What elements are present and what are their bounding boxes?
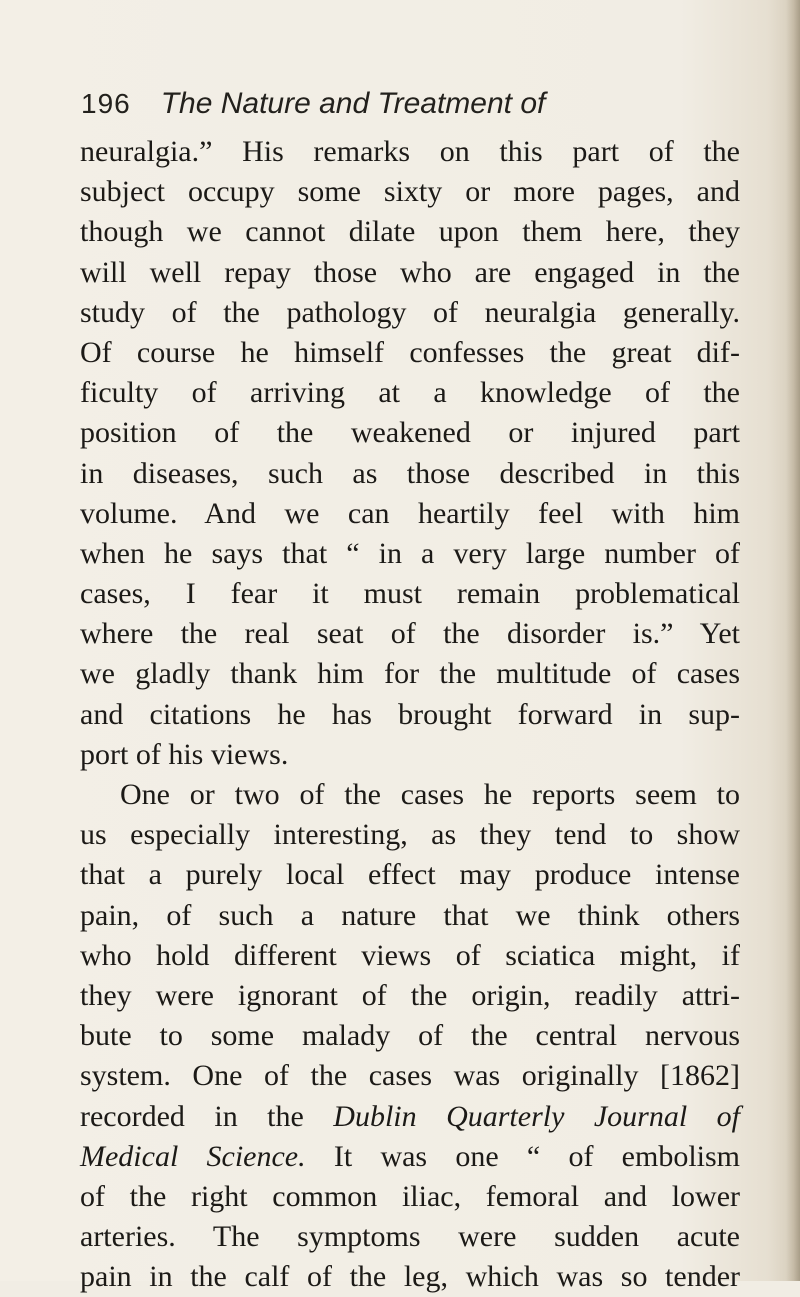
text-line: and citations he has brought forward in sup- [80,697,740,731]
text-line: though we cannot dilate upon them here, they [80,215,740,249]
text-line: subject occupy some sixty or more pages, and [80,175,740,209]
text-line: they were ignorant of the origin, readily attri- [80,978,740,1012]
text-line: us especially interesting, as they tend to show [80,818,740,852]
text-line: of the right common iliac, femoral and lower [80,1179,740,1213]
text-line: volume. And we can heartily feel with him [80,496,740,530]
page-number: 196 [81,88,131,119]
text-line: Of course he himself confesses the great dif- [80,335,740,369]
text-line: when he says that “ in a very large number of [80,536,740,570]
text-line: will well repay those who are engaged in the [80,255,740,289]
page-edge-shadow [786,0,800,1281]
journal-title: Dublin Quarterly Journal of [333,1099,740,1133]
text-segment: It was one “ of embolism [305,1139,741,1173]
text-line: cases, I fear it must remain problematical [80,577,740,611]
text-line: who hold different views of sciatica might, if [80,938,740,972]
text-line: pain, of such a nature that we think others [80,898,740,932]
text-line: system. One of the cases was originally [1862] [80,1059,740,1093]
body-text [80,132,740,1297]
text-line: pain in the calf of the leg, which was so tender [80,1260,740,1294]
text-line: we gladly thank him for the multitude of cases [80,657,740,691]
text-line: bute to some malady of the central nervous [80,1019,740,1053]
text-line: port of his views. [80,737,289,771]
text-line: One or two of the cases he reports seem to [120,778,740,811]
running-title: The Nature and Treatment of [160,87,546,120]
text-line: in diseases, such as those described in this [80,456,740,490]
text-line: that a purely local effect may produce intense [80,858,740,892]
text-line: where the real seat of the disorder is.” Yet [80,617,740,651]
text-line: neuralgia.” His remarks on this part of the [80,135,740,168]
text-line: arteries. The symptoms were sudden acute [80,1220,740,1254]
text-line-with-citation [80,1137,740,1177]
text-line-with-citation [80,1097,740,1137]
text-line: ficulty of arriving at a knowledge of the [80,376,740,410]
text-segment: recorded in the [80,1099,334,1133]
text-line: study of the pathology of neuralgia generally. [80,295,740,329]
journal-title: Medical Science. [80,1139,306,1173]
text-line: position of the weakened or injured part [80,416,740,450]
running-header [81,82,545,126]
